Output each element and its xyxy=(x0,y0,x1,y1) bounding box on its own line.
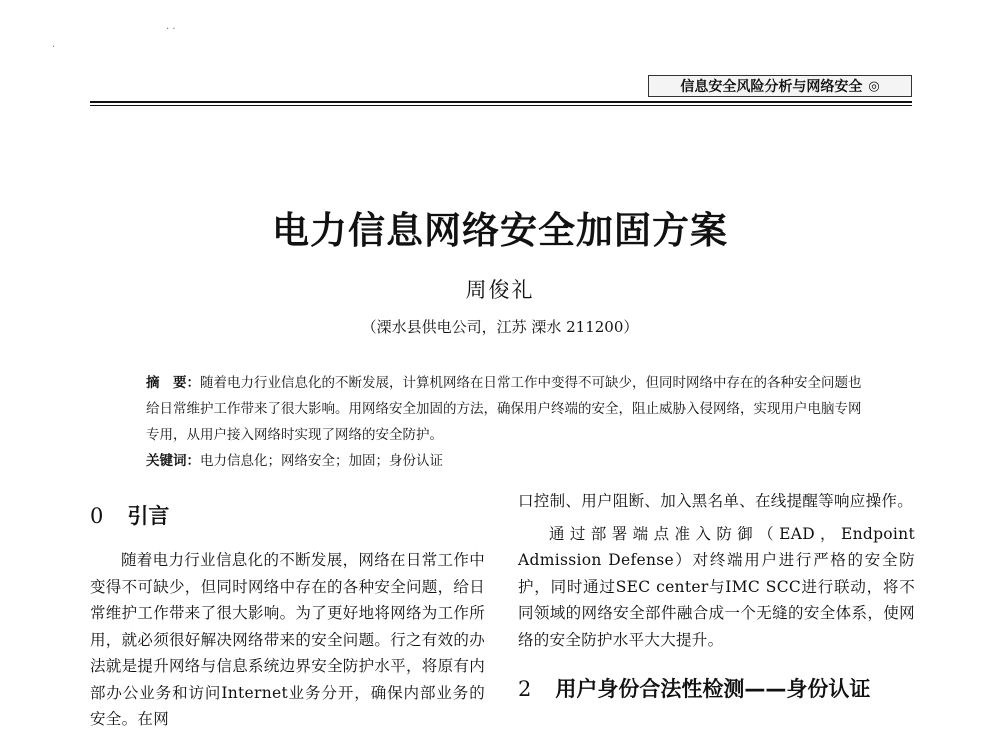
abstract-text: 随着电力行业信息化的不断发展，计算机网络在日常工作中变得不可缺少，但同时网络中存在的各种安全问题也给日常维护工作带来了很大影响。用网络安全加固的方法，确保用户终端的安全，阻止威胁入侵网络，实现用户电脑专网专用，从用户接入网络时实现了网络的安全防护。 xyxy=(146,375,862,443)
section-tag-label: 信息安全风险分析与网络安全 xyxy=(680,79,863,95)
section-title: 用户身份合法性检测——身份认证 xyxy=(555,677,871,701)
intro-paragraph: 随着电力行业信息化的不断发展，网络在日常工作中变得不可缺少，但同时网络中存在的各种安全问题，给日常维护工作带来了很大影响。为了更好地将网络为工作所用，就必须很好解决网络带来的安全问题。行之有效的办法就是提升网络与信息系统边界安全防护水平，将原有内部办公业务和访问Internet业务分开，确保内部业务的安全。在网 xyxy=(90,551,486,728)
scan-speck: · xyxy=(52,42,56,53)
section-heading-introduction xyxy=(90,500,485,530)
article-title: 电力信息网络安全加固方案 xyxy=(272,209,728,252)
author-affiliation: （溧水县供电公司，江苏 溧水 211200） xyxy=(361,318,639,336)
continued-paragraph: 口控制、用户阻断、加入黑名单、在线提醒等响应操作。 xyxy=(518,492,914,510)
journal-logo-icon: ◎ xyxy=(868,78,880,94)
header-rule-thin xyxy=(90,105,912,106)
left-column xyxy=(90,500,485,733)
ead-paragraph: 通过部署端点准入防御（EAD，Endpoint Admission Defense）对终端用户进行严格的安全防护，同时通过SEC center与IMC SCC进行联动，将不同领域的网络安全部件融合成一个无缝的安全体系，使网络的安全防护水平大大提升。 xyxy=(518,524,915,649)
author-name: 周俊礼 xyxy=(465,278,535,302)
section-heading-identity-auth xyxy=(518,673,915,703)
journal-section-tag xyxy=(648,75,912,97)
abstract xyxy=(146,370,862,448)
scan-speck: · · xyxy=(166,24,176,35)
keywords-label: 关键词： xyxy=(146,453,200,469)
abstract-block xyxy=(146,370,862,474)
section-number: 2 xyxy=(518,677,532,701)
keywords xyxy=(146,448,862,474)
section-title: 引言 xyxy=(127,504,170,528)
keywords-text: 电力信息化；网络安全；加固；身份认证 xyxy=(200,453,443,469)
right-column xyxy=(518,488,915,703)
section-number: 0 xyxy=(90,504,104,528)
abstract-label: 摘 要： xyxy=(146,375,200,391)
header-rule xyxy=(90,101,912,103)
